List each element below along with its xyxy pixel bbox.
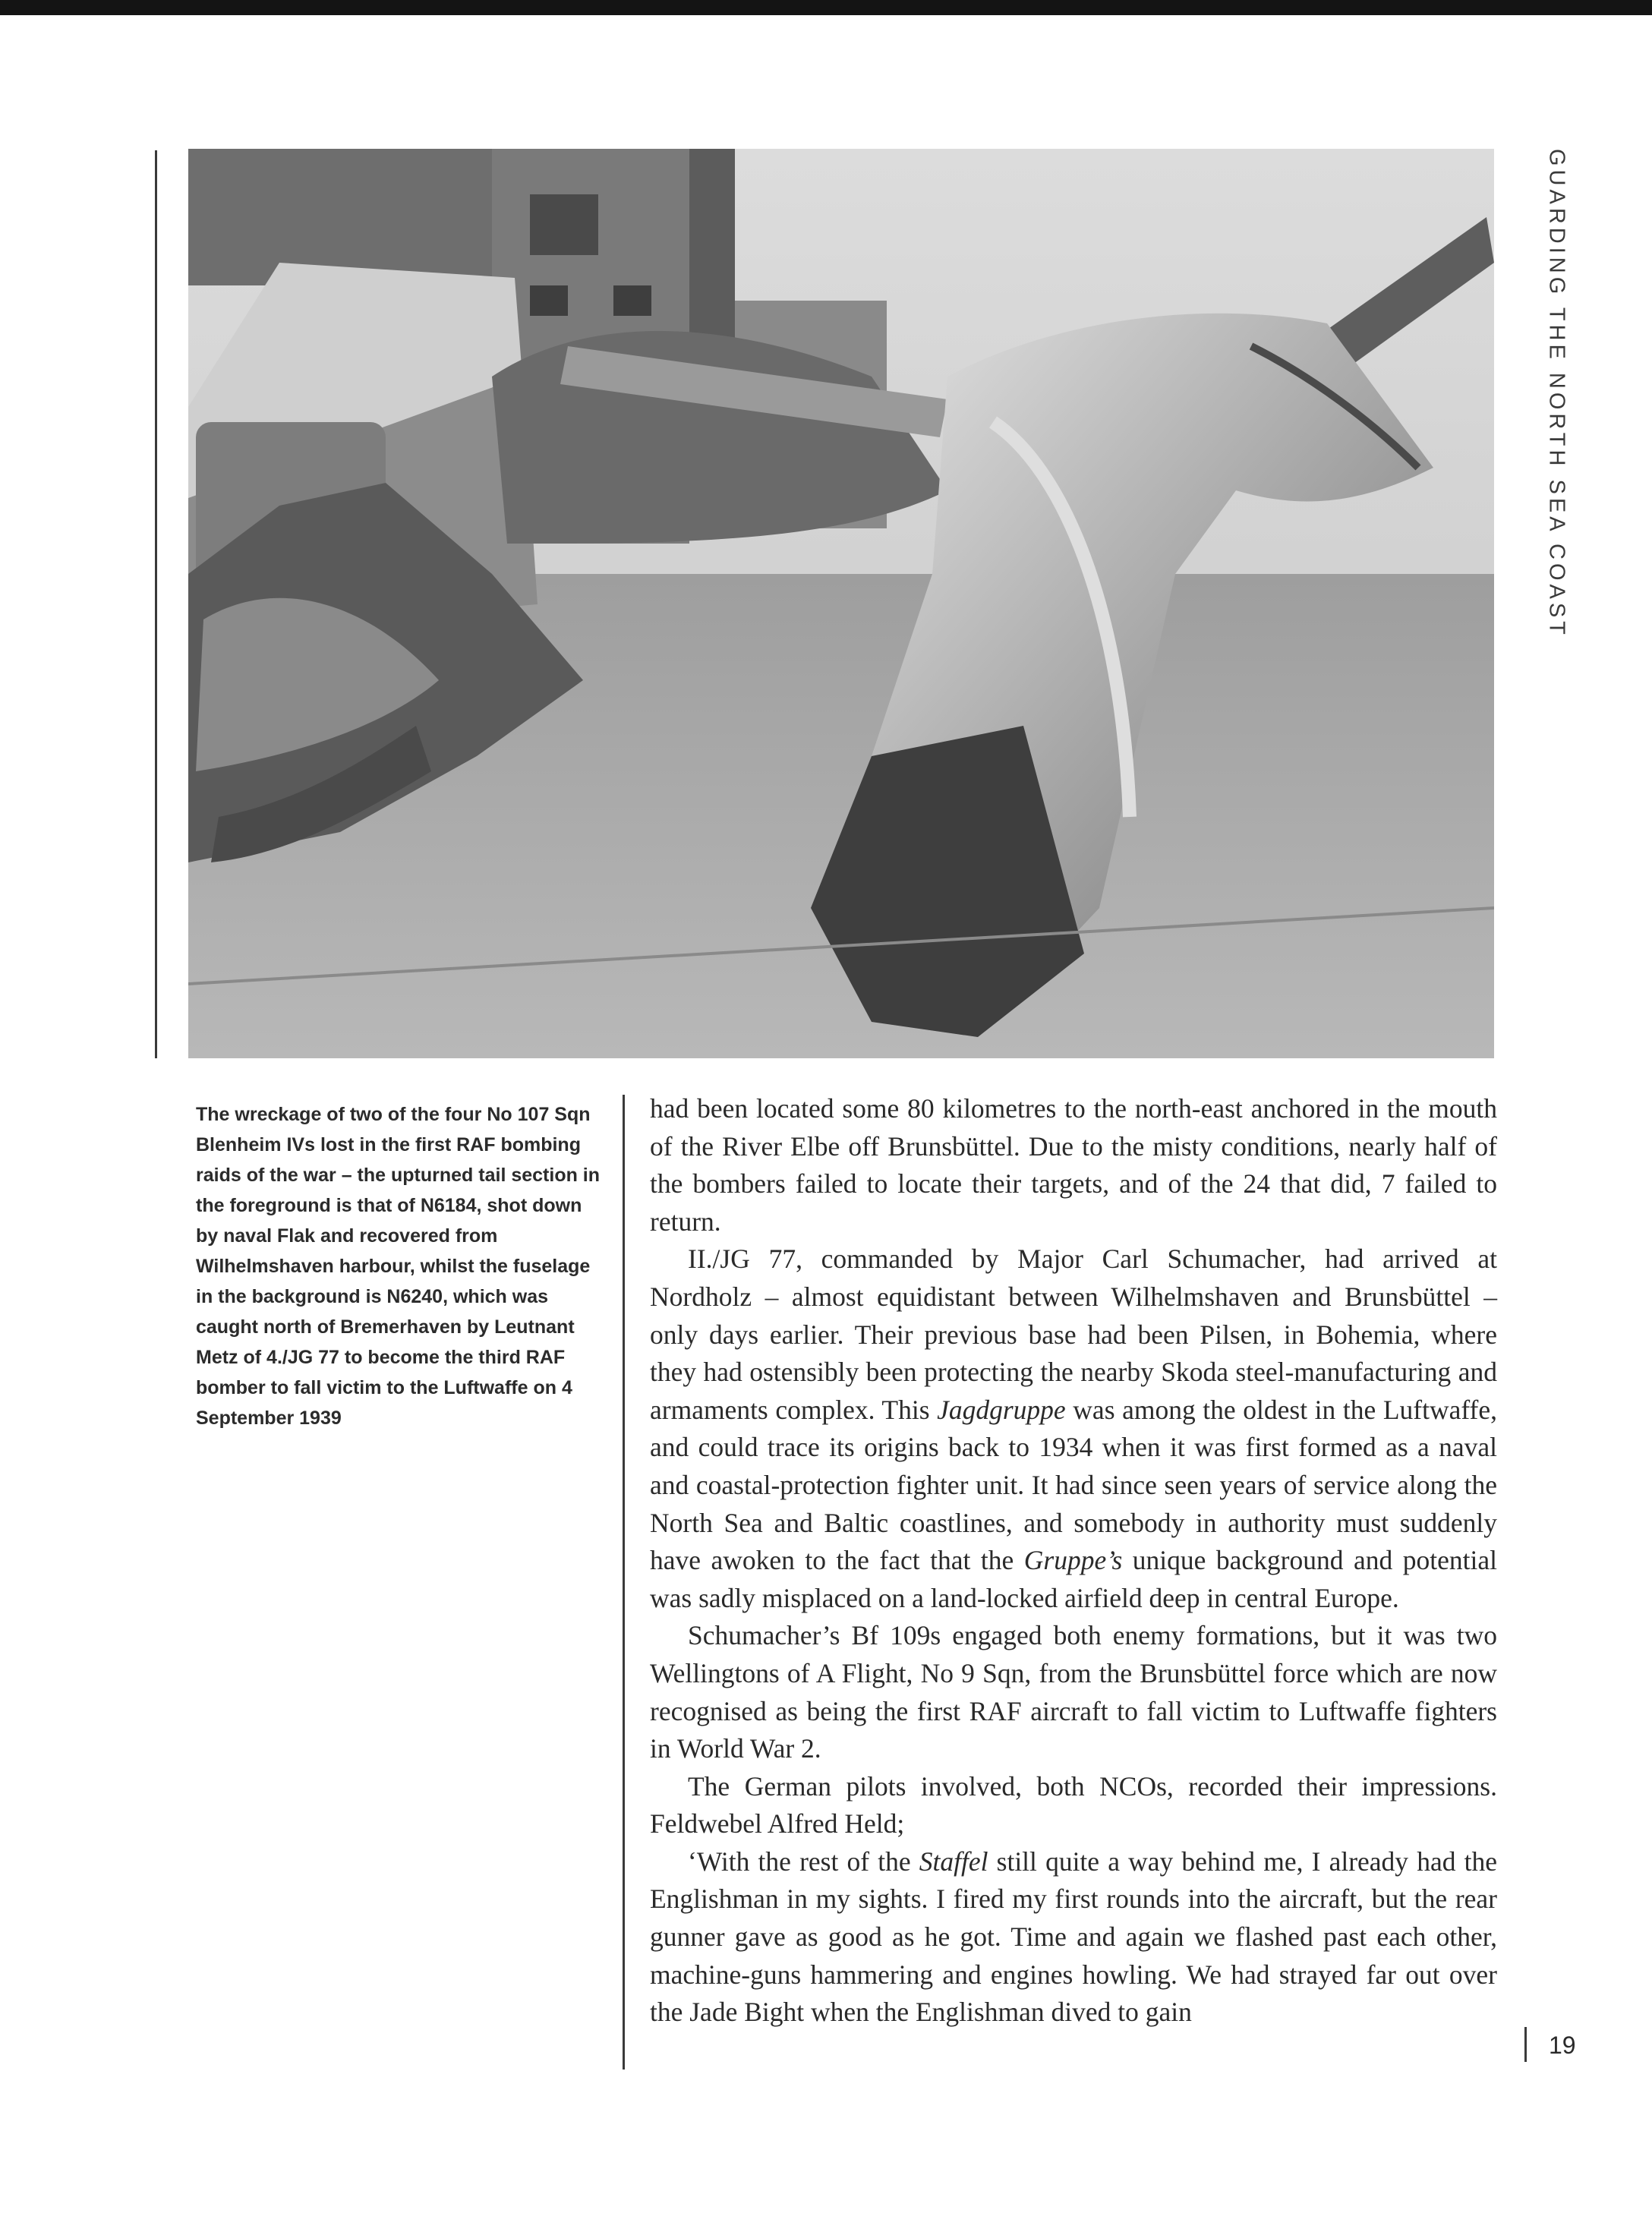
body-text-rule [623,1095,625,2070]
body-paragraph-2-emphasis-1: Jagdgruppe [937,1394,1066,1425]
body-paragraph-3: Schumacher’s Bf 109s engaged both enemy formations, but it was two Wellingtons of A Flight, No 9 Sqn, from the Brunsbüttel force which are now recognised as being the first RAF aircraft to fall victim to Luftwaffe fighters in World War 2. [650,1620,1497,1764]
body-paragraph-2-part-a: II./JG 77, commanded by Major Carl Schumacher, had arrived at Nordholz – almost equidistant between Wilhelmshaven and Brunsbüttel – only days earlier. Their previous base had been Pilsen, in Bohemia, where they had ostensibly been protecting the nearby Skoda steel-manufacturing and armaments complex. This [650,1244,1497,1425]
page-number: 19 [1549,2032,1576,2059]
wreckage-photo [188,149,1494,1058]
body-paragraph-4: The German pilots involved, both NCOs, recorded their impressions. Feldwebel Alfred Held; [650,1770,1497,1839]
body-paragraph-5 [650,1843,1497,2032]
body-text [650,1090,1497,2032]
page-number-rule [1524,2027,1527,2062]
body-paragraph-5-emphasis: Staffel [919,1846,988,1877]
body-paragraph-5-part-b: still quite a way behind me, I already had the Englishman in my sights. I fired my first rounds into the aircraft, but the rear gunner gave as good as he got. Time and again we flashed past each other, machine-guns hammering and engines howling. We had strayed far out over the Jade Bight when the Englishman dived to gain [650,1846,1498,2028]
photo-caption: The wreckage of two of the four No 107 Sqn Blenheim IVs lost in the first RAF bombing raids of the war – the upturned tail section in the foreground is that of N6184, shot down by naval Flak and recovered from Wilhelmshaven harbour, whilst the fuselage in the background is N6240, which was caught north of Bremerhaven by Leutnant Metz of 4./JG 77 to become the third RAF bomber to fall victim to the Luftwaffe on 4 September 1939 [196,1104,601,1429]
scan-top-edge [0,0,1652,15]
body-paragraph-2-emphasis-2: Gruppe’s [1023,1545,1123,1576]
running-head-text: GUARDING THE NORTH SEA COAST [1544,149,1569,638]
body-paragraph-2-part-b: was among the oldest in the Luftwaffe, and could trace its origins back to 1934 when it was first formed as a naval and coastal-protection fighter unit. It had since seen years of service along the North Sea and Baltic coastlines, and somebody in authority must suddenly have awoken to the fact that the [650,1394,1497,1576]
wreckage-photo-illustration [188,149,1494,1058]
body-paragraph-2-part-c: unique background and potential was sadly misplaced on a land-locked airfield deep in central Europe. [650,1545,1497,1613]
running-head [1541,149,1572,650]
photo-left-rule [155,150,157,1058]
body-paragraph-1: had been located some 80 kilometres to the north-east anchored in the mouth of the River Elbe off Brunsbüttel. Due to the misty conditions, nearly half of the bombers failed to locate their targets, and of the 24 that did, 7 failed to return. [650,1093,1497,1237]
body-paragraph-2 [650,1240,1497,1617]
body-paragraph-5-part-a: ‘With the rest of the [688,1846,919,1877]
